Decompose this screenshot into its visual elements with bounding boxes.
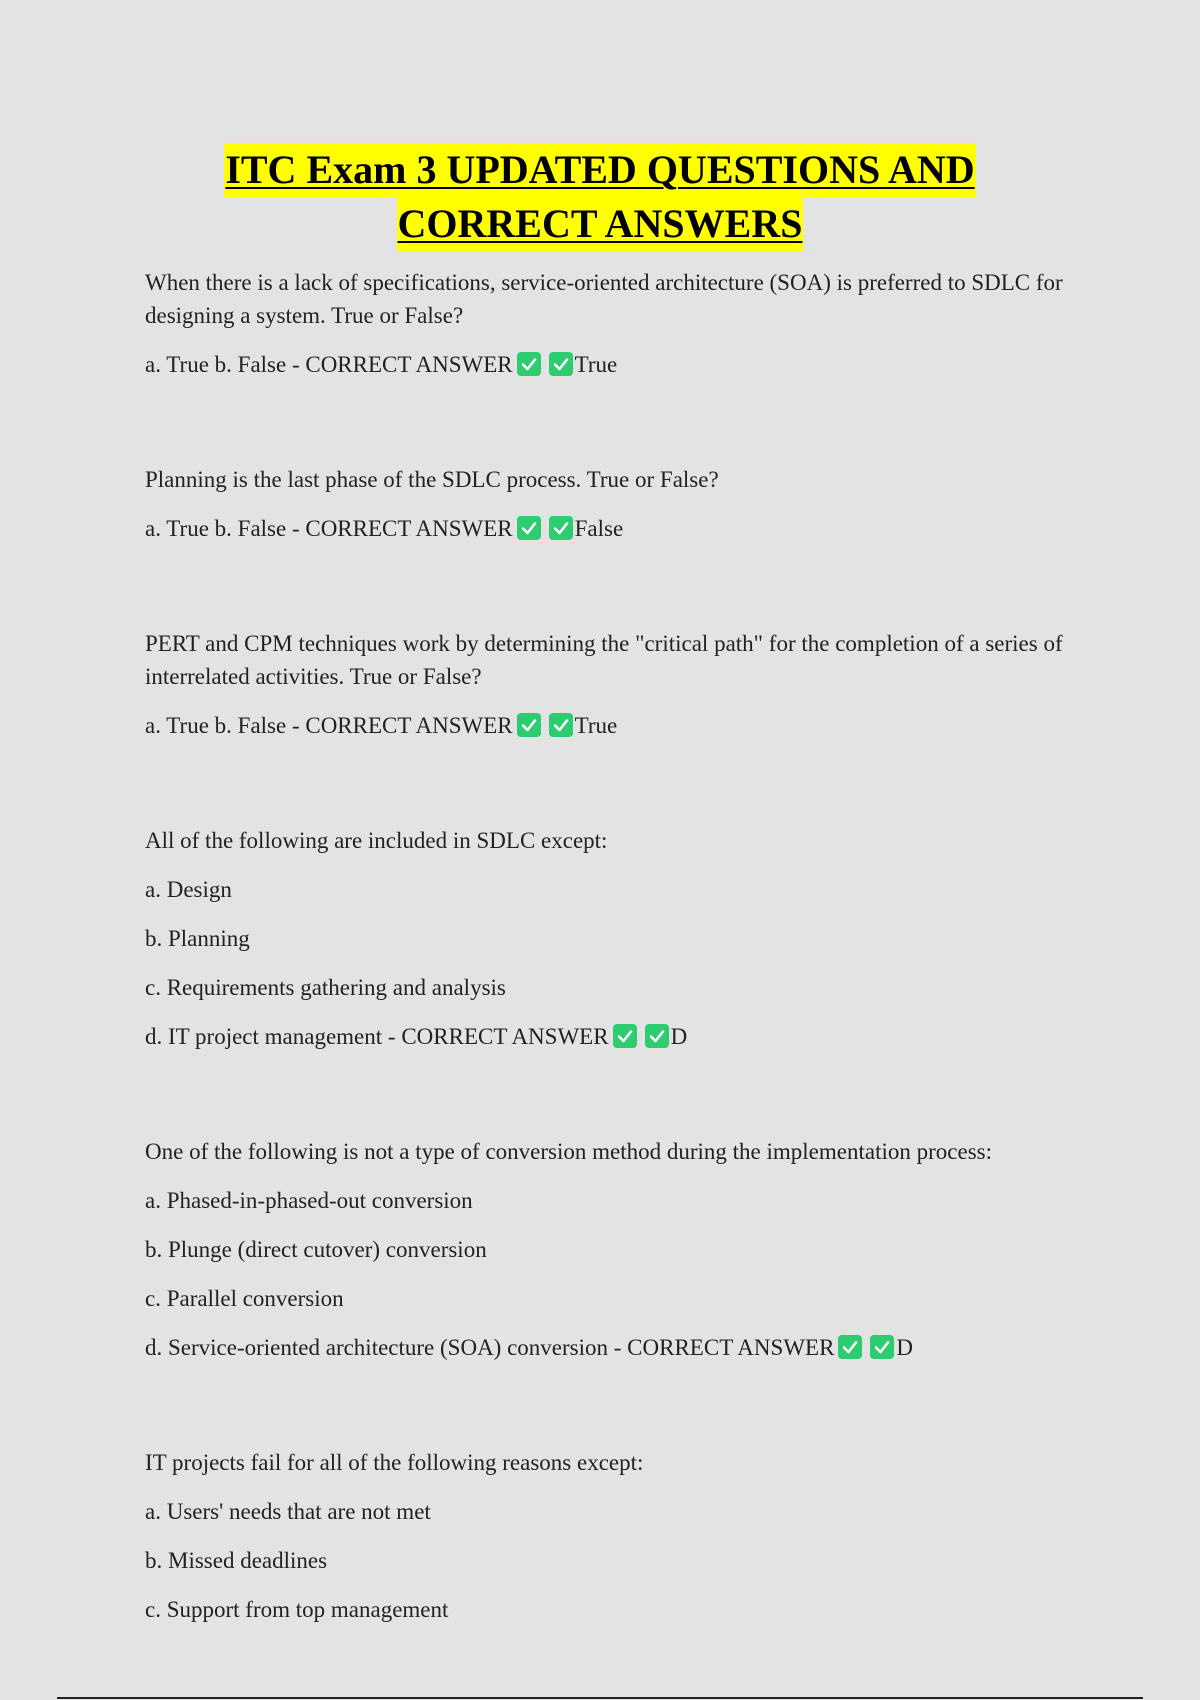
check-mark-icon	[645, 1024, 669, 1048]
answer-line	[145, 348, 1065, 381]
question-5	[145, 1135, 1065, 1364]
question-text: All of the following are included in SDLC except:	[145, 828, 608, 853]
check-mark-icon	[870, 1335, 894, 1359]
answer-prefix: a. True b. False - CORRECT ANSWER	[145, 352, 513, 377]
option-c: c. Support from top management	[145, 1597, 449, 1622]
option-b: b. Missed deadlines	[145, 1548, 328, 1573]
question-2	[145, 463, 1065, 545]
question-text: One of the following is not a type of conversion method during the implementation process:	[145, 1139, 992, 1164]
check-mark-icon	[517, 516, 541, 540]
answer-value: D	[670, 1024, 688, 1049]
page-bottom-rule	[57, 1697, 1143, 1699]
option-a: a. Phased-in-phased-out conversion	[145, 1188, 473, 1213]
answer-line	[145, 709, 1065, 742]
answer-value: True	[574, 352, 618, 377]
title-line-1: ITC Exam 3 UPDATED QUESTIONS AND	[224, 143, 975, 197]
option-c: c. Requirements gathering and analysis	[145, 975, 506, 1000]
question-6	[145, 1446, 1065, 1626]
check-mark-icon	[549, 352, 573, 376]
question-text: When there is a lack of specifications, service-oriented architecture (SOA) is preferred to SDLC for designing a system. True or False?	[145, 270, 1063, 328]
answer-line	[145, 1331, 1065, 1364]
option-a: a. Design	[145, 877, 232, 902]
answer-value: True	[574, 713, 618, 738]
answer-line	[145, 1020, 1065, 1053]
answer-prefix: d. Service-oriented architecture (SOA) conversion - CORRECT ANSWER	[145, 1335, 835, 1360]
title-line-2: CORRECT ANSWERS	[397, 197, 804, 251]
check-mark-icon	[549, 516, 573, 540]
option-c: c. Parallel conversion	[145, 1286, 344, 1311]
question-4	[145, 824, 1065, 1053]
check-mark-icon	[613, 1024, 637, 1048]
check-mark-icon	[549, 713, 573, 737]
answer-value: False	[574, 516, 624, 541]
answer-value: D	[896, 1335, 914, 1360]
check-mark-icon	[517, 713, 541, 737]
answer-prefix: a. True b. False - CORRECT ANSWER	[145, 713, 513, 738]
question-text: PERT and CPM techniques work by determining the "critical path" for the completion of a series of interrelated activities. True or False?	[145, 631, 1063, 689]
answer-prefix: d. IT project management - CORRECT ANSWER	[145, 1024, 609, 1049]
question-1	[145, 266, 1065, 381]
check-mark-icon	[838, 1335, 862, 1359]
option-a: a. Users' needs that are not met	[145, 1499, 431, 1524]
document-title	[0, 143, 1200, 251]
answer-line	[145, 512, 1065, 545]
answer-prefix: a. True b. False - CORRECT ANSWER	[145, 516, 513, 541]
option-b: b. Planning	[145, 926, 250, 951]
question-list	[145, 266, 1065, 1642]
option-b: b. Plunge (direct cutover) conversion	[145, 1237, 487, 1262]
question-text: Planning is the last phase of the SDLC process. True or False?	[145, 467, 719, 492]
check-mark-icon	[517, 352, 541, 376]
question-3	[145, 627, 1065, 742]
question-text: IT projects fail for all of the following reasons except:	[145, 1450, 644, 1475]
